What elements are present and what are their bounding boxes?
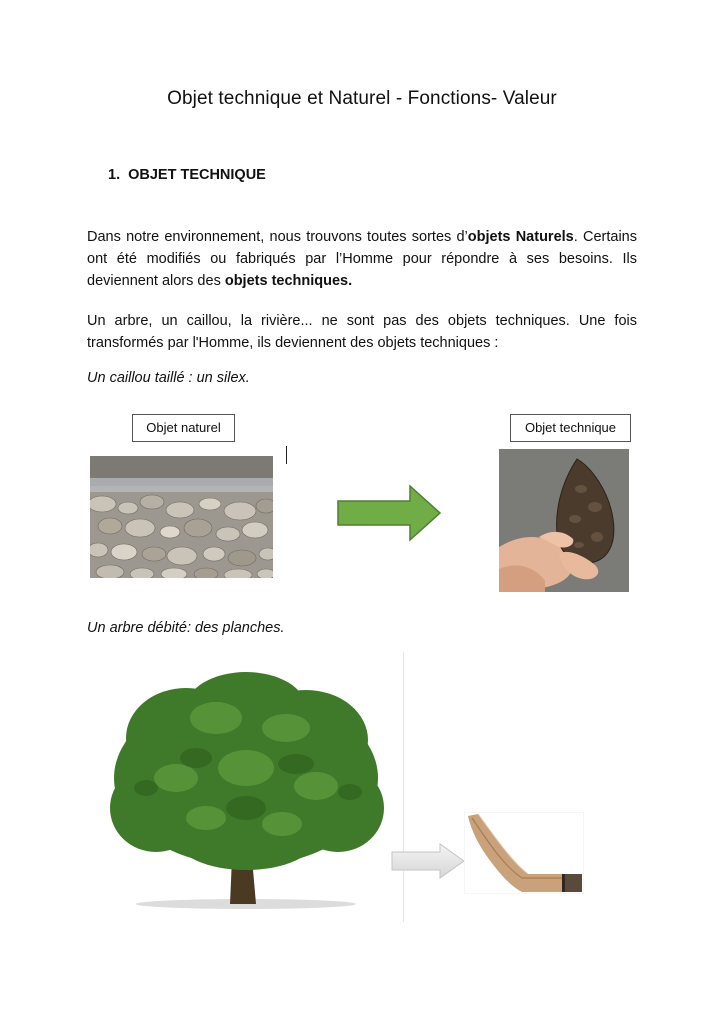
- section-title: OBJET TECHNIQUE: [128, 167, 266, 183]
- silex-image: [499, 449, 629, 592]
- intro-bold-technical: objets techniques.: [224, 273, 353, 289]
- example-tree: Un arbre débité: des planches.: [87, 620, 285, 636]
- intro-paragraph: [87, 226, 637, 292]
- intro-bold-natural: objets Naturels: [467, 229, 574, 245]
- transform-paragraph: Un arbre, un caillou, la rivière... ne sont pas des objets techniques. Une fois transformés par l'Homme, ils deviennent des objets techniques :: [87, 313, 637, 351]
- label-technical-object: Objet technique: [510, 414, 631, 442]
- intro-text-2: . Certains ont été modifiés ou fabriqués par l’Homme pour répondre à ses besoins. Ils deviennent alors des: [87, 229, 637, 289]
- text-cursor: [286, 446, 287, 464]
- example-silex: Un caillou taillé : un silex.: [87, 370, 250, 386]
- intro-text-1: Dans notre environnement, nous trouvons toutes sortes d’: [87, 229, 468, 245]
- pebbles-image: [90, 456, 273, 578]
- section-heading: [108, 167, 266, 183]
- wooden-stick-image: [464, 812, 584, 894]
- section-number: 1.: [108, 167, 121, 183]
- image-divider: [403, 652, 404, 922]
- green-arrow: [336, 484, 442, 542]
- tree-image: [106, 668, 388, 913]
- page-title: Objet technique et Naturel - Fonctions- Valeur: [167, 88, 557, 109]
- grey-arrow: [390, 842, 466, 880]
- label-natural-object: Objet naturel: [132, 414, 235, 442]
